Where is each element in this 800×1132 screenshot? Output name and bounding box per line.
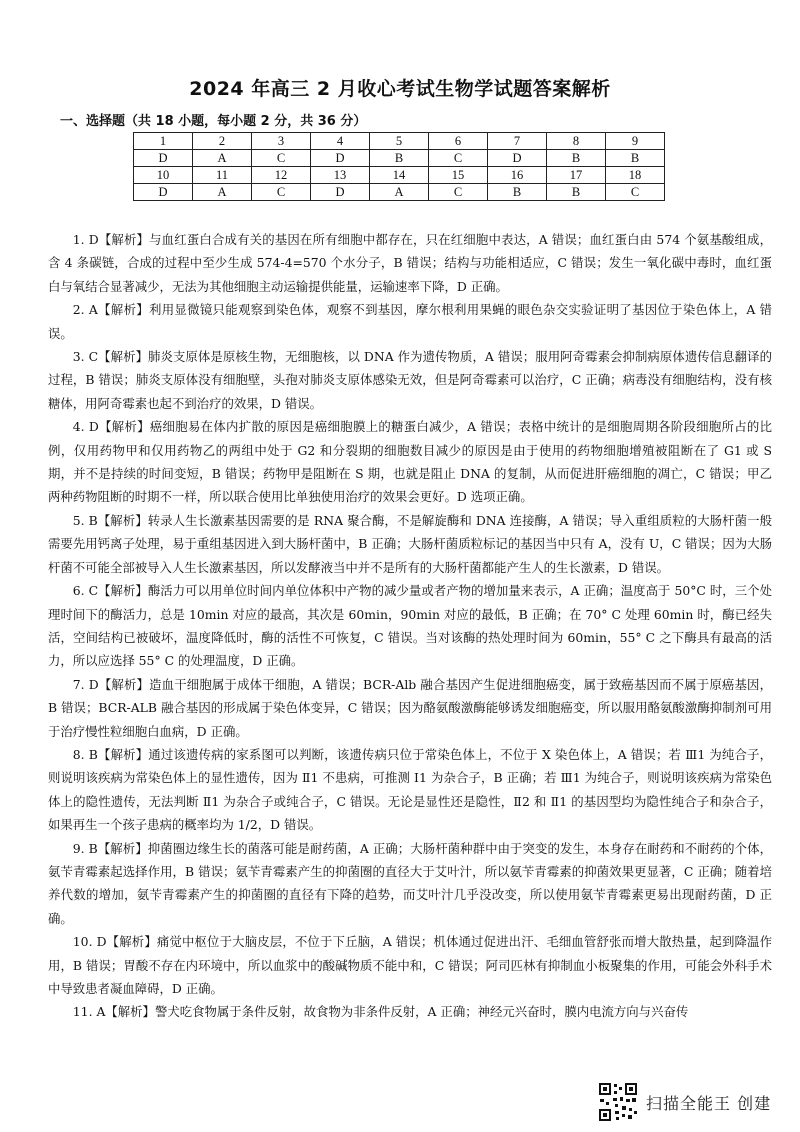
table-cell: A: [369, 184, 428, 201]
explanation-paragraph: 10. D【解析】痛觉中枢位于大脑皮层，不位于下丘脑，A 错误；机体通过促进出汗、毛细血管舒张而增大散热量，起到降温作用，B 错误；胃酸不存在内环境中，所以血浆中的酸碱物质不能中和，C 错误；阿司匹林有抑制血小板聚集的作用，可能会外科手术中导致患者凝血障碍，D 正确。: [48, 934, 772, 996]
explanation-paragraph: 3. C【解析】肺炎支原体是原核生物，无细胞核，以 DNA 作为遗传物质，A 错误；服用阿奇霉素会抑制病原体遗传信息翻译的过程，B 错误；肺炎支原体没有细胞壁，头孢对肺炎支原体感染无效，但是阿奇霉素可以治疗，C 正确；病毒没有细胞结构，没有核糖体，用阿奇霉素也起不到治疗的效果，D 错误。: [48, 349, 772, 411]
table-cell: B: [546, 150, 605, 167]
table-cell: 10: [134, 167, 193, 184]
table-cell: D: [134, 184, 193, 201]
scanner-label: 扫描全能王 创建: [646, 1093, 772, 1113]
explanation-paragraph: 9. B【解析】抑菌圈边缘生长的菌落可能是耐药菌，A 正确；大肠杆菌种群中由于突变的发生，本身存在耐药和不耐药的个体，氨苄青霉素起选择作用，B 错误；氨苄青霉素产生的抑菌圈的直径大于艾叶汁，所以氨苄青霉素的抑菌效果更显著，C 正确；随着培养代数的增加，氨苄青霉素产生的抑菌圈的直径有下降的趋势，而艾叶汁几乎没改变，所以使用氨苄青霉素更易出现耐药菌，D 正确。: [48, 840, 772, 926]
explanation-paragraph: 4. D【解析】癌细胞易在体内扩散的原因是癌细胞膜上的糖蛋白减少，A 错误；表格中统计的是细胞周期各阶段细胞所占的比例，仅用药物甲和仅用药物乙的两组中处于 G2 和分裂期的细胞数目减少的原因是由于使用的药物细胞增殖被阻断在了 G1 或 S 期，并不是持续的时间变短，B 错误；药物甲是阻断在 S 期，也就是阻止 DNA 的复制，从而促进肝癌细胞的凋亡，C 错误；甲乙两种药物阻断的时期不一样，所以联合使用比单独使用治疗的效果会更好。D 选项正确。: [48, 419, 772, 505]
table-cell: 4: [310, 133, 369, 150]
table-cell: D: [134, 150, 193, 167]
table-cell: 12: [251, 167, 310, 184]
table-cell: B: [369, 150, 428, 167]
answer-table: [133, 132, 665, 201]
table-cell: D: [310, 150, 369, 167]
table-cell: 7: [487, 133, 546, 150]
table-cell: C: [428, 150, 487, 167]
qr-code-icon: [598, 1082, 638, 1122]
table-cell: A: [193, 184, 252, 201]
table-row: [134, 167, 665, 184]
table-row: [134, 133, 665, 150]
page-title: 2024 年高三 2 月收心考试生物学试题答案解析: [189, 78, 611, 100]
explanation-paragraph: 11. A【解析】警犬吃食物属于条件反射，故食物为非条件反射，A 正确；神经元兴奋时，膜内电流方向与兴奋传: [72, 1004, 689, 1020]
table-row: [134, 184, 665, 201]
table-cell: 11: [193, 167, 252, 184]
table-cell: A: [193, 150, 252, 167]
table-cell: 9: [605, 133, 664, 150]
table-cell: 14: [369, 167, 428, 184]
table-cell: 5: [369, 133, 428, 150]
table-cell: 3: [251, 133, 310, 150]
table-cell: 15: [428, 167, 487, 184]
table-cell: 2: [193, 133, 252, 150]
explanation-paragraph: 7. D【解析】造血干细胞属于成体干细胞，A 错误；BCR-Alb 融合基因产生促进细胞癌变，属于致癌基因而不属于原癌基因，B 错误；BCR-ALB 融合基因的形成属于染色体变异，C 错误；因为酪氨酸激酶能够诱发细胞癌变，所以服用酪氨酸激酶抑制剂可用于治疗慢性粒细胞白血病，D 正确。: [48, 676, 772, 739]
table-cell: B: [487, 184, 546, 201]
explanation-paragraph: 5. B【解析】转录人生长激素基因需要的是 RNA 聚合酶，不是解旋酶和 DNA 连接酶，A 错误；导入重组质粒的大肠杆菌一般需要先用钙离子处理，易于重组基因进入到大肠杆菌中，B 正确；大肠杆菌质粒标记的基因当中只有 A，没有 U，C 错误；因为大肠杆菌不可能全部被导入人生长激素基因，所以发酵液当中并不是所有的大肠杆菌都能产生人的生长激素，D 错误。: [48, 512, 772, 575]
table-cell: 17: [546, 167, 605, 184]
table-cell: C: [605, 184, 664, 201]
explanation-paragraph: 1. D【解析】与血红蛋白合成有关的基因在所有细胞中都存在，只在红细胞中表达，A 错误；血红蛋白由 574 个氨基酸组成，含 4 条碳链，合成的过程中至少生成 574-4=570 个水分子，B 错误；结构与功能相适应，C 错误；发生一氧化碳中毒时，血红蛋白与氧结合显著减少，无法为其他细胞主动运输提供能量，运输速率下降，D 正确。: [48, 232, 772, 294]
section-heading: 一、选择题（共 18 小题，每小题 2 分，共 36 分）: [60, 114, 367, 129]
table-row: [134, 150, 665, 167]
table-cell: 16: [487, 167, 546, 184]
table-cell: 13: [310, 167, 369, 184]
table-cell: C: [251, 150, 310, 167]
table-cell: D: [310, 184, 369, 201]
answer-explanations: [48, 228, 772, 1024]
table-cell: 18: [605, 167, 664, 184]
explanation-paragraph: 2. A【解析】利用显微镜只能观察到染色体，观察不到基因，摩尔根利用果蝇的眼色杂交实验证明了基因位于染色体上，A 错误。: [48, 302, 772, 341]
table-cell: B: [605, 150, 664, 167]
explanation-paragraph: 6. C【解析】酶活力可以用单位时间内单位体积中产物的减少量或者产物的增加量来表示，A 正确；温度高于 50°C 时，三个处理时间下的酶活力，总是 10min 对应的最高，其次是 60min，90min 对应的最低，B 正确；在 70° C 处理 60min 时，酶已经失活，空间结构已被破坏，温度降低时，酶的活性不可恢复，C 错误。当对该酶的热处理时间为 60min，55° C 之下酶具有最高的活力，所以应选择 55° C 的处理温度，D 正确。: [48, 583, 772, 669]
table-cell: 8: [546, 133, 605, 150]
scanner-watermark: [598, 1082, 771, 1122]
table-cell: D: [487, 150, 546, 167]
table-cell: C: [251, 184, 310, 201]
table-cell: 1: [134, 133, 193, 150]
table-cell: B: [546, 184, 605, 201]
explanation-paragraph: 8. B【解析】通过该遗传病的家系图可以判断，该遗传病只位于常染色体上，不位于 X 染色体上，A 错误；若 Ⅲ1 为纯合子，则说明该疾病为常染色体上的显性遗传，因为 Ⅱ1 不患病，可推测 Ⅰ1 为杂合子，B 正确；若 Ⅲ1 为纯合子，则说明该疾病为常染色体上的隐性遗传，无法判断 Ⅱ1 为杂合子或纯合子，C 错误。无论是显性还是隐性，Ⅱ2 和 Ⅱ1 的基因型均为隐性纯合子和杂合子，如果再生一个孩子患病的概率均为 1/2，D 错误。: [48, 746, 772, 833]
table-cell: 6: [428, 133, 487, 150]
table-cell: C: [428, 184, 487, 201]
